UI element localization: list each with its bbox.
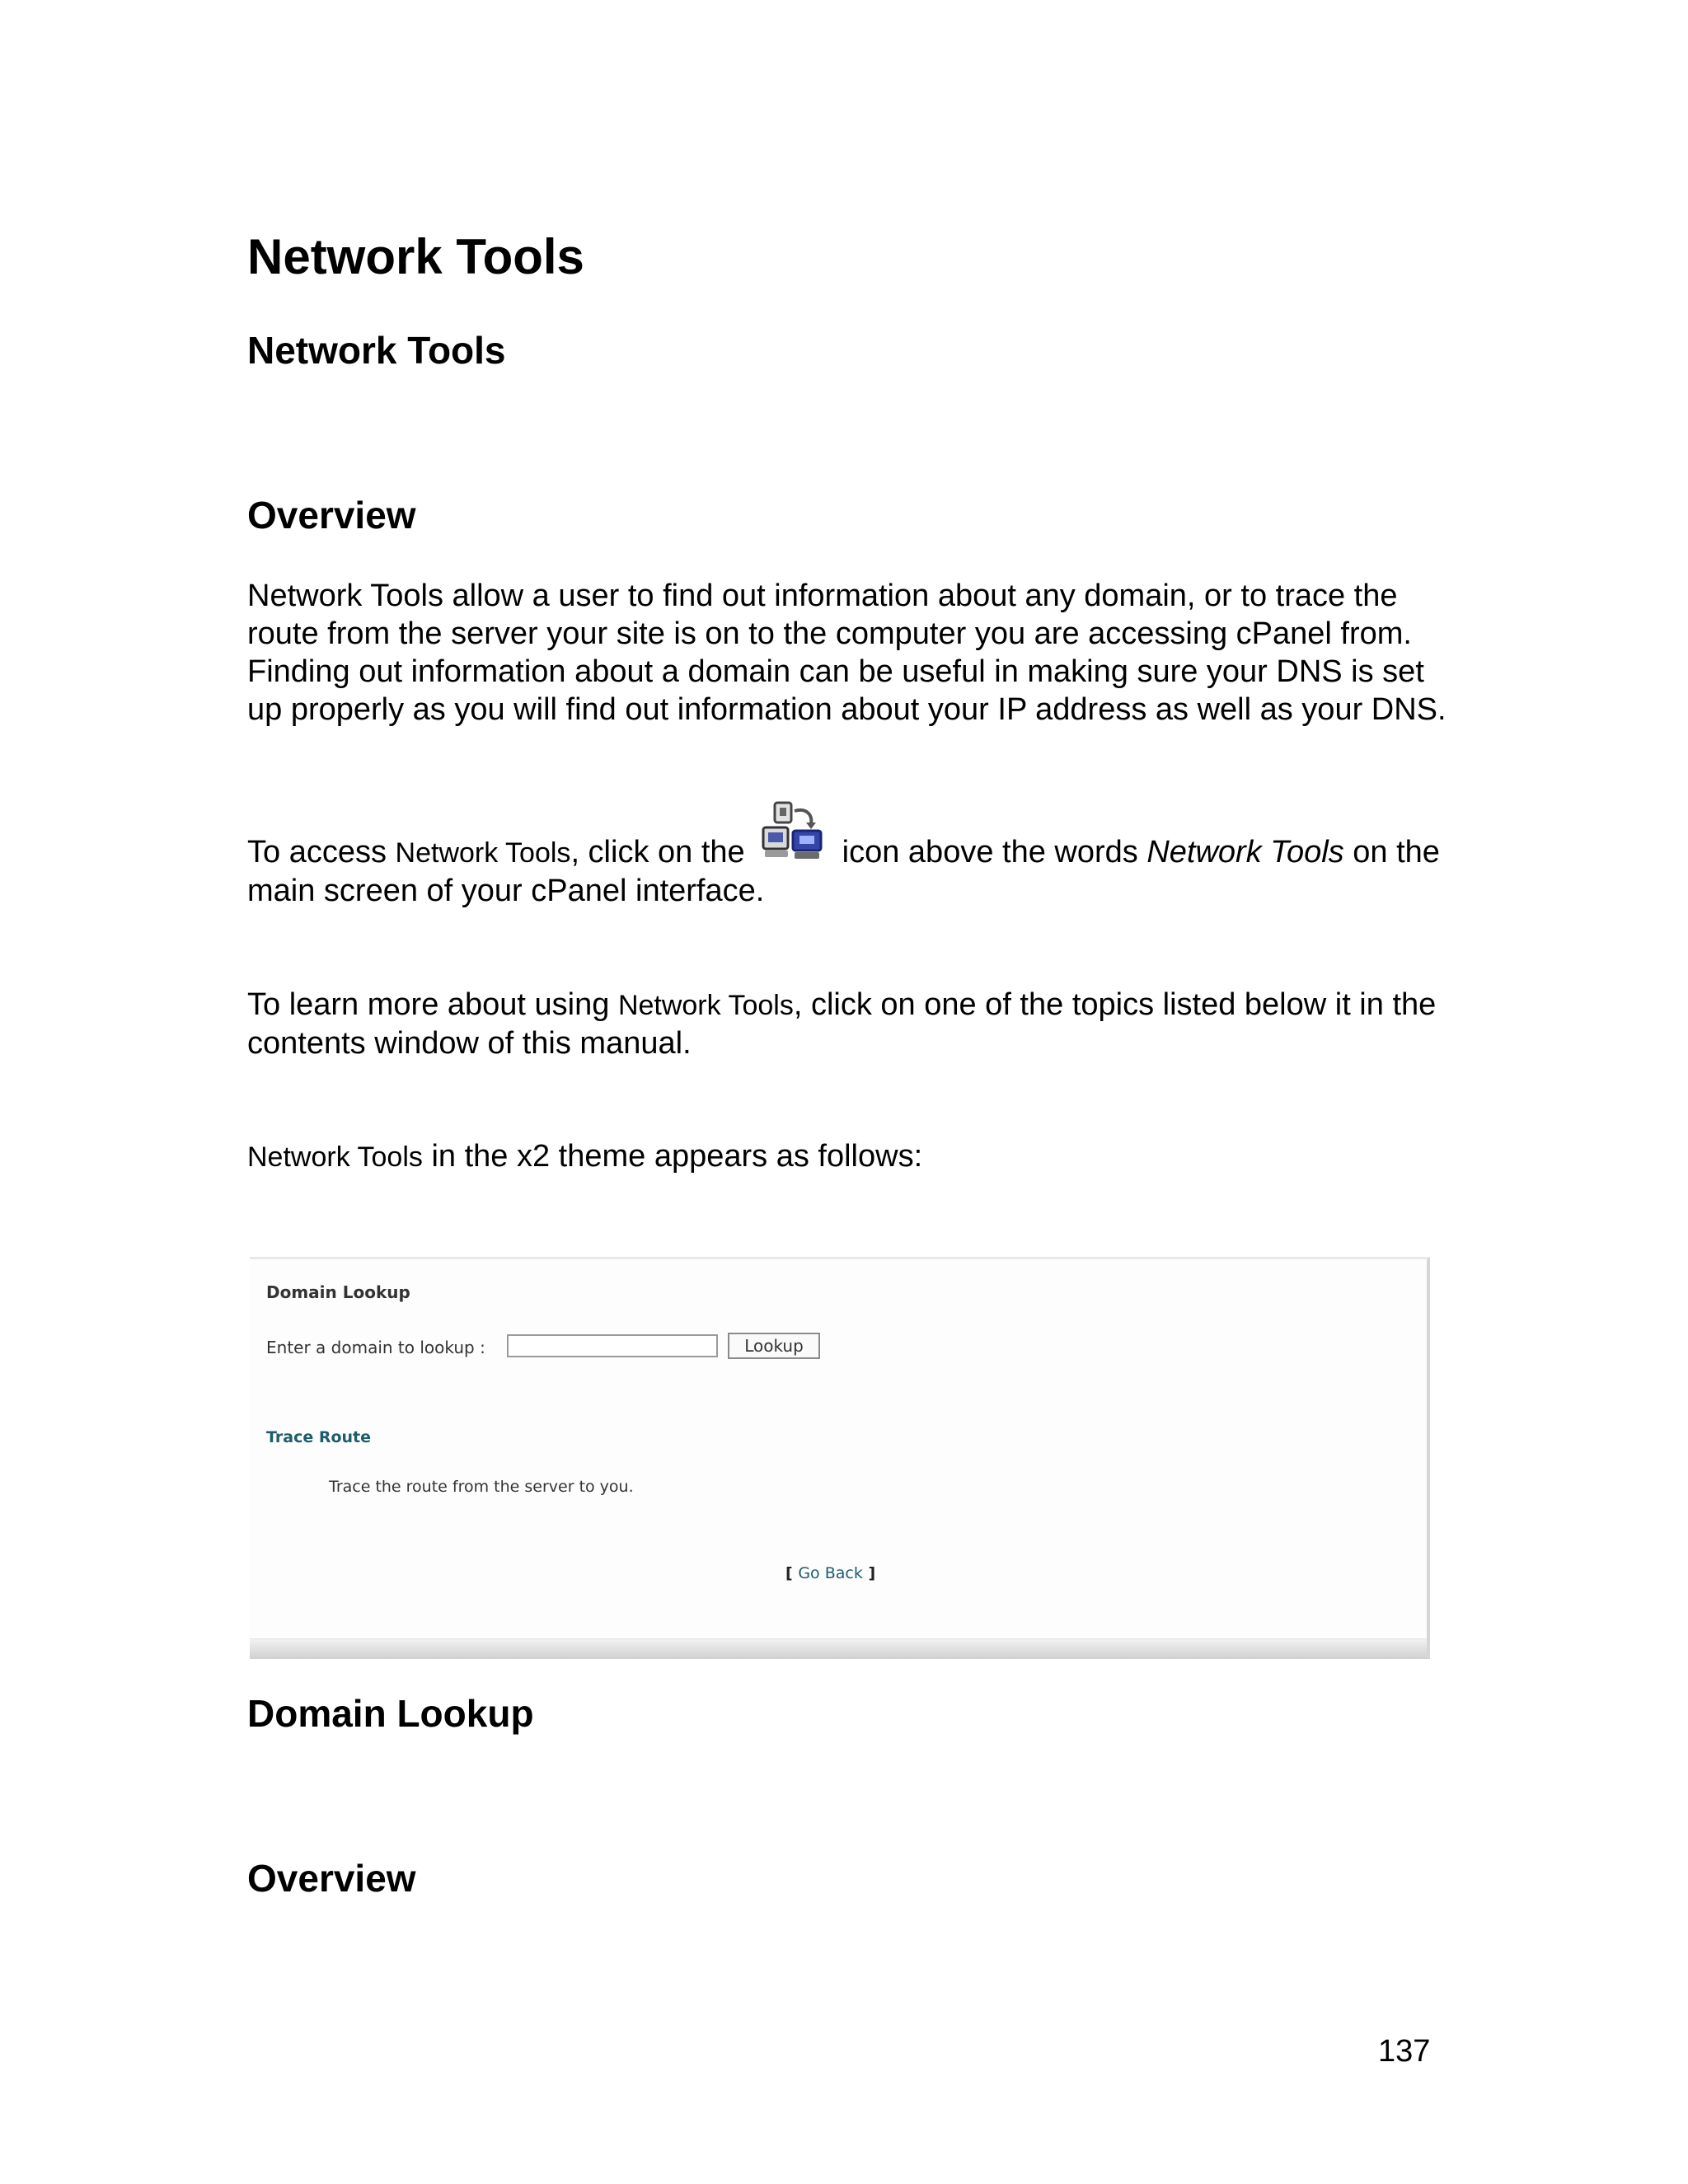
domain-lookup-heading: Domain Lookup (247, 1692, 534, 1735)
overview-heading-2: Overview (247, 1857, 416, 1900)
access-end: on the main screen of your cPanel interface. (247, 835, 1440, 908)
domain-lookup-input[interactable] (507, 1334, 718, 1357)
go-back-link[interactable]: Go Back (798, 1564, 863, 1582)
domain-lookup-title: Domain Lookup (266, 1282, 410, 1302)
learn-suffix: , click on one of the topics listed below it in the contents window of this manual. (247, 987, 1437, 1061)
access-mid: , click on the (570, 835, 745, 869)
learn-paragraph (247, 986, 1451, 1062)
overview-paragraph: Network Tools allow a user to find out information about any domain, or to trace the route from the server your site is on to the computer you are accessing cPanel from. Finding out information about a domain can be useful in making sure your DNS is set up properly as you will find out information about your IP address as well as your DNS. (247, 579, 1447, 727)
page-title: Network Tools (247, 229, 584, 284)
go-back-open-bracket: [ (785, 1564, 799, 1582)
access-prefix: To access (247, 835, 396, 869)
access-paragraph (247, 799, 1467, 910)
overview-heading: Overview (247, 494, 416, 537)
domain-lookup-label: Enter a domain to lookup : (266, 1338, 485, 1357)
access-name: Network Tools (395, 837, 571, 869)
theme-paragraph (247, 1137, 1451, 1176)
learn-name: Network Tools (617, 990, 794, 1021)
theme-suffix: in the x2 theme appears as follows: (422, 1139, 923, 1174)
access-italic: Network Tools (1146, 835, 1344, 869)
section-title: Network Tools (247, 329, 506, 372)
learn-prefix: To learn more about using (247, 987, 618, 1022)
page-number: 137 (1378, 2034, 1431, 2069)
go-back-close-bracket: ] (862, 1564, 876, 1582)
go-back (785, 1564, 875, 1582)
trace-route-link[interactable]: Trace Route (266, 1428, 372, 1446)
trace-route-description: Trace the route from the server to you. (329, 1478, 634, 1496)
network-tools-icon (758, 799, 828, 869)
theme-name: Network Tools (247, 1141, 423, 1173)
screenshot-bottom-bar (250, 1638, 1427, 1659)
network-tools-screenshot (250, 1257, 1430, 1659)
access-suffix: icon above the words (842, 835, 1147, 869)
lookup-button[interactable]: Lookup (728, 1333, 820, 1359)
